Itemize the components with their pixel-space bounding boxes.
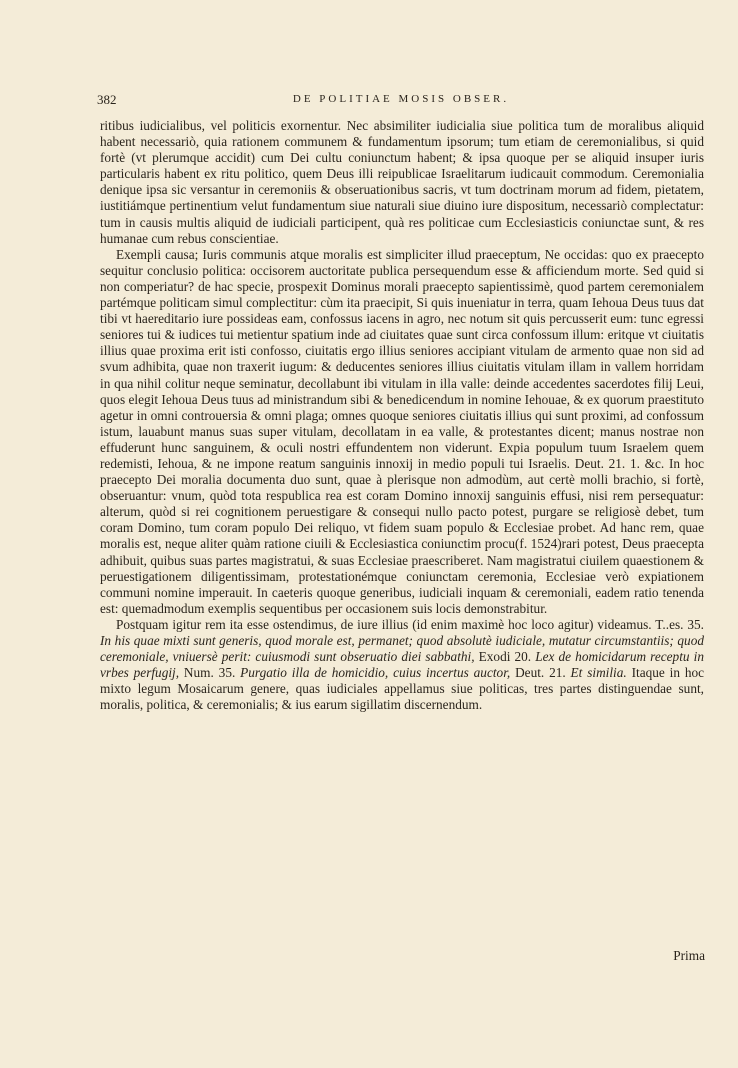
catchword: Prima [673,948,705,963]
paragraph-3-italic-2: Lex de homicidarum receptu in vrbes perfugij, [100,649,704,681]
paragraph-3-ref-1: Exodi 20. [478,649,532,665]
paragraph-1: ritibus iudicialibus, vel politicis exornentur. Nec absimiliter iudicialia siue politica tum de moralibus aliquid habent necessariò, quia rationem communem & fundamentum ipsorum; tum etiam de ceremonialibus, si quid fortè (vt plerumque accidit) cum Dei cultu coniunctum habent; & ipsa quoque per se aliquid insuper iuris particularis habent ex ritu politico, quem Deus illi reipublicae Israelitarum iudicauit commodum. Ceremonialia denique ipsa sic versantur in ceremoniis & obseruationibus sacris, vt tum doctrinam morum ad fidem, pietatem, iustitiámque pertinentium velut fundamentum siue naturali siue diuino iure dispositum, necessariò complectatur: tum in causis multis aliquid de iudiciali participent, quà res politicae cum Ecclesiasticis coniunctae sunt, & res humanae cum rebus conscientiae. [100,118,704,246]
paragraph-3-italic-1: In his quae mixti sunt generis, quod morale est, permanet; quod absolutè iudiciale, mutatur circumstantiis; quod ceremoniale, vniuersè perit: cuiusmodi sunt obseruatio diei sabbathi, [100,633,704,665]
paragraph-3-italic-3: Purgatio illa de homicidio, cuius incertus auctor, [240,665,511,681]
paragraph-3-ref-2: Num. 35. [183,665,236,681]
paragraph-3 [100,617,704,714]
paragraph-3-ref-3: Deut. 21. [515,665,566,681]
running-title: DE POLITIAE MOSIS OBSER. [292,93,510,105]
body-text [100,118,704,713]
paragraph-3-tail: Itaque in hoc mixto legum Mosaicarum genere, quas iudiciales appellamus siue politicas, tres partes distinguendae sunt, moralis, politica, & ceremonialis; & ius earum sigillatim discernendum. [100,665,705,713]
page-header [97,92,705,110]
paragraph-3-lead: Postquam igitur rem ita esse ostendimus, de iure illius (id enim maximè hoc loco agitur) videamus. T..es. 35. [116,616,704,632]
page-number: 382 [97,92,117,107]
paragraph-2: Exempli causa; Iuris communis atque moralis est simpliciter illud praeceptum, Ne occidas: quo ex praecepto sequitur conclusio politica: occisorem auctoritate publica persequendum esse & afficiendum morte. Sed quid si non comperiatur? de hac specie, prospexit Dominus morali praecepto sapientissimè, quod partem ceremonialem partémque politicam simul complectitur: cùm ita praecipit, Si quis inueniatur in terra, quam Iehoua Deus tuus dat tibi vt haereditario iure possideas eam, confossus iacens in agro, nec notum sit quis percusserit eum: tunc egressi seniores tui & iudices tui metientur spatium inde ad ciuitates quae sunt circa confossum illum: eritque vt ciuitatis illius quae proxima erit isti confosso, ciuitatis ergo illius seniores accipiant vitulam de armento quae non sid ad svum adhibita, quae non traxerit iugum: & deducentes seniores illius ciuitatis vitulam illam in vallem horridam in qua nihil colitur neque seminatur, decollabunt ibi vitulam in illa valle: deinde accedentes sacerdotes filij Leui, quos elegit Iehoua Deus tuus ad ministrandum sibi & benedicendum in nomine Iehouae, & ex quorum praestituto agetur in omni controuersia & omni plaga; omnes quoque seniores ciuitatis illius qui sunt proximi, ad confossum istum, lauabunt manus suas super vitulam, decollatam in ea valle, & protestantes dicent; manus nostrae non effuderunt hunc sanguinem, & oculi nostri effundentem non viderunt. Expia populum tuum Israelem quem redemisti, Iehoua, & ne impone reatum sanguinis innoxij in medio populi tui Israelis. Deut. 21. 1. &c. In hoc praecepto Dei moralia documenta duo sunt, quae à plerisque non admodùm, aut certè molli brachio, si fortè, obseruantur: vnum, quòd tota respublica rea est coram Domino innoxij sanguinis effusi, nisi rem persequatur: alterum, quòd si rei cognitionem peruestigare & consequi nullo pacto potest, purgare se religiosè debet, tum coram Domino, tum coram populo Dei reliquo, vt fidem suam populo & Ecclesiae probet. Ad hanc rem, quae moralis est, neque aliter quàm ratione ciuili & Ecclesiastica coniunctim procu(f. 1524)rari potest, Deus praecepta adhibuit, quibus suas partes magistratui, & suas Ecclesiae praescriberet. Nam magistratui ciuilem quaestionem & peruestigationem diligentissimam, protestationémque coniunctam ceremonia, Ecclesiae verò expiationem communi nomine imperauit. In caeteris quoque generibus, iudiciali inquam & ceremoniali, eadem ratio tenenda est: quemadmodum exemplis sequentibus per occasionem suis locis demonstrabitur. [100,246,704,616]
paragraph-3-italic-4: Et similia. [570,665,627,681]
